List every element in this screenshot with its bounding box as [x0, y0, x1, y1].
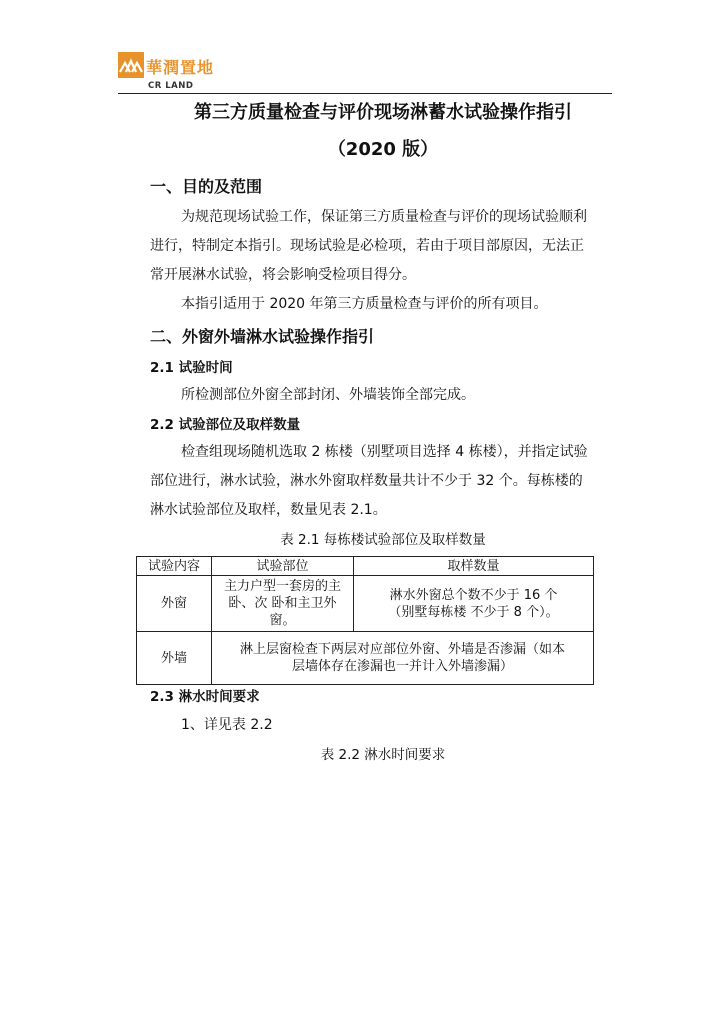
table-cell-line: 主力户型一套房的主 [223, 579, 341, 594]
section-2-heading: 二、外窗外墙淋水试验操作指引 [150, 327, 375, 346]
section-2-1-paragraph: 所检测部位外窗全部封闭、外墙装饰全部完成。 [181, 387, 475, 403]
table-cell [212, 576, 354, 632]
cr-land-logo [118, 50, 218, 94]
table-row [137, 632, 594, 685]
document-subtitle-version: （2020 版） [327, 139, 439, 160]
section-1-paragraph-line: 进行，特制定本指引。现场试验是必检项，若由于项目部原因，无法正 [150, 238, 584, 254]
table-cell: 外墙 [137, 632, 212, 685]
document-title: 第三方质量检查与评价现场淋蓄水试验操作指引 [194, 102, 572, 123]
sampling-table [136, 556, 594, 685]
table-cell-line: 层墙体存在渗漏也一并计入外墙渗漏） [291, 659, 513, 674]
section-1-scope-paragraph: 本指引适用于 2020 年第三方质量检查与评价的所有项目。 [181, 296, 548, 312]
logo-english-name: CR LAND [148, 81, 194, 91]
section-2-2-paragraph-line: 部位进行，淋水试验，淋水外窗取样数量共计不少于 32 个。每栋楼的 [150, 473, 583, 489]
logo-chinese-name: 華潤置地 [146, 58, 215, 77]
table-header-cell: 试验部位 [212, 557, 354, 576]
section-2-2-paragraph-line: 检查组现场随机选取 2 栋楼（别墅项目选择 4 栋楼），并指定试验 [181, 444, 588, 460]
section-2-3-heading: 2.3 淋水时间要求 [150, 689, 260, 705]
table-merged-cell [212, 632, 594, 685]
table-row [137, 576, 594, 632]
table-2-2-caption: 表 2.2 淋水时间要求 [320, 747, 446, 763]
section-2-2-paragraph-line: 淋水试验部位及取样，数量见表 2.1。 [150, 502, 387, 518]
table-header-cell: 取样数量 [354, 557, 594, 576]
mountain-logo-icon [118, 52, 144, 78]
table-cell-line: （别墅每栋楼 不少于 8 个）。 [388, 604, 559, 620]
table-cell-line: 淋水外窗总个数不少于 16 个 [389, 587, 558, 603]
section-2-2-heading: 2.2 试验部位及取样数量 [150, 417, 301, 433]
section-1-heading: 一、目的及范围 [150, 177, 263, 196]
header-divider [118, 93, 612, 94]
table-cell-line: 窗。 [269, 613, 296, 628]
section-2-3-item: 1、详见表 2.2 [181, 717, 273, 733]
table-2-1-caption: 表 2.1 每栋楼试验部位及取样数量 [280, 532, 486, 548]
table-header-cell: 试验内容 [137, 557, 212, 576]
section-1-paragraph-line: 为规范现场试验工作，保证第三方质量检查与评价的现场试验顺利 [181, 209, 587, 225]
section-2-1-heading: 2.1 试验时间 [150, 360, 233, 376]
table-cell-line: 淋上层窗检查下两层对应部位外窗、外墙是否渗漏（如本 [239, 642, 565, 657]
table-cell [354, 576, 594, 632]
section-1-paragraph-line: 常开展淋水试验，将会影响受检项目得分。 [150, 267, 416, 283]
table-cell-line: 卧、次 卧和主卫外 [228, 596, 337, 611]
table-header-row [137, 557, 594, 576]
table-cell: 外窗 [137, 576, 212, 632]
